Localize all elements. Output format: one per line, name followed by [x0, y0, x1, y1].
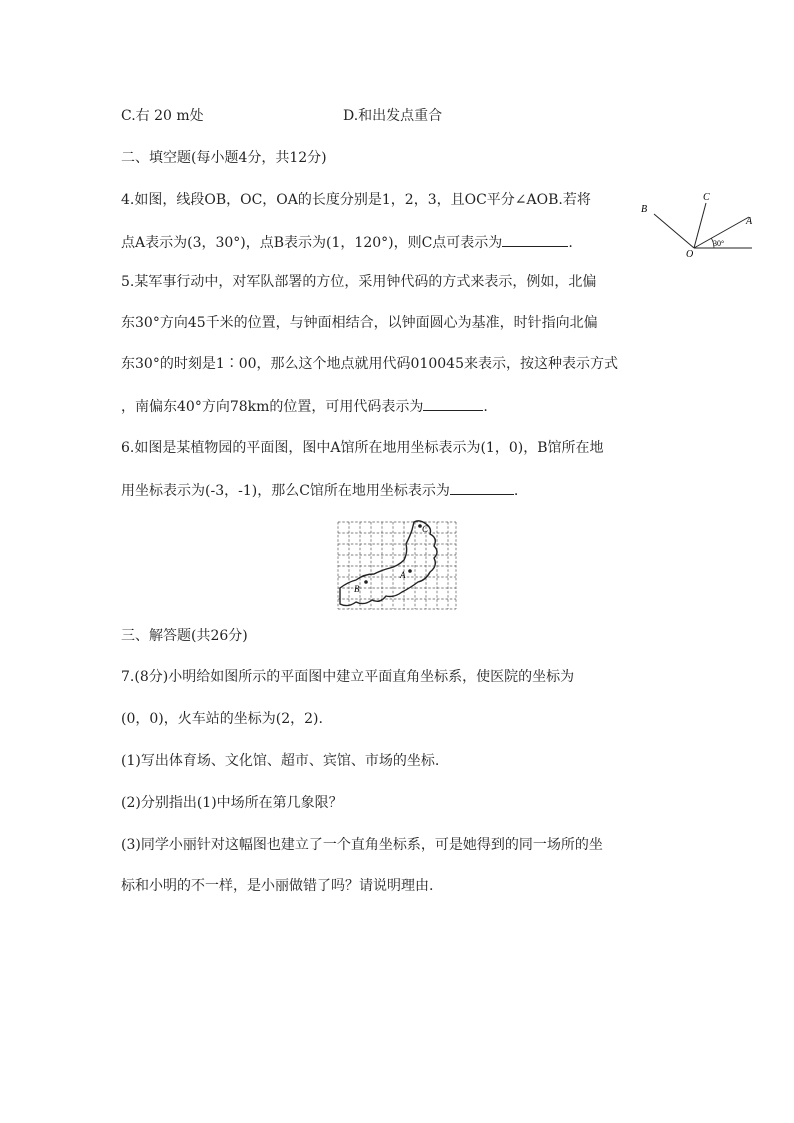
section3-heading: 三、解答题(共26分) — [121, 628, 248, 644]
option-d: D.和出发点重合 — [343, 108, 443, 124]
q5-line2: 东30°方向45千米的位置，与钟面相结合，以钟面圆心为基准，时针指向北偏 — [121, 315, 598, 331]
option-c: C.右 20 m处 — [121, 108, 204, 124]
q7-line1: 7.(8分)小明给如图所示的平面图中建立平面直角坐标系，使医院的坐标为 — [121, 669, 575, 685]
q6-line2-end: . — [513, 483, 519, 499]
q6-line1: 6.如图是某植物园的平面图，图中A馆所在地用坐标表示为(1，0)，B馆所在地 — [121, 440, 604, 456]
q7-sub3-line1: (3)同学小丽针对这幅图也建立了一个直角坐标系，可是她得到的同一场所的坐 — [121, 837, 603, 853]
q4-answer-blank[interactable] — [502, 232, 568, 247]
q5-line4 — [121, 396, 488, 417]
q6-line2-text: 用坐标表示为(-3，-1)，那么C馆所在地用坐标表示为 — [121, 483, 450, 499]
q4-line2-end: . — [568, 235, 573, 251]
q7-sub3-line2: 标和小明的不一样，是小丽做错了吗？请说明理由. — [121, 878, 434, 894]
q7-sub2: (2)分别指出(1)中场所在第几象限？ — [121, 795, 343, 811]
ray-oc — [694, 203, 706, 248]
q4-line2 — [121, 232, 573, 253]
map-label-a: A — [400, 570, 406, 580]
q7-sub1: (1)写出体育场、文化馆、超市、宾馆、市场的坐标. — [121, 753, 440, 769]
label-o: O — [686, 249, 694, 258]
q5-line3: 东30°的时刻是1∶00，那么这个地点就用代码010045来表示，按这种表示方式 — [121, 356, 618, 372]
angle-figure — [636, 188, 756, 258]
q6-line2 — [121, 480, 518, 501]
garden-map-figure — [334, 518, 460, 612]
ray-ob — [654, 214, 694, 248]
q7-line2: (0，0)，火车站的坐标为(2，2). — [121, 711, 323, 727]
q5-answer-blank[interactable] — [423, 396, 483, 411]
q4-line1: 4.如图，线段OB，OC，OA的长度分别是1，2，3，且OC平分∠AOB.若将 — [121, 192, 591, 208]
q4-line2-text: 点A表示为(3，30°)，点B表示为(1，120°)，则C点可表示为 — [121, 235, 503, 251]
point-b-marker — [364, 580, 368, 584]
map-label-c: C — [422, 524, 429, 534]
label-b: B — [641, 204, 648, 215]
q5-line4-end: . — [483, 399, 488, 415]
point-a-marker — [408, 569, 412, 573]
angle-label: 30° — [713, 239, 725, 248]
label-a: A — [746, 216, 753, 227]
q5-line4-text: ，南偏东40°方向78km的位置，可用代码表示为 — [121, 399, 424, 415]
map-label-b: B — [354, 584, 360, 594]
label-c: C — [703, 192, 710, 203]
q6-answer-blank[interactable] — [450, 480, 514, 495]
section2-heading: 二、填空题(每小题4分，共12分) — [121, 150, 327, 166]
q5-line1: 5.某军事行动中，对军队部署的方位，采用钟代码的方式来表示，例如，北偏 — [121, 274, 597, 290]
